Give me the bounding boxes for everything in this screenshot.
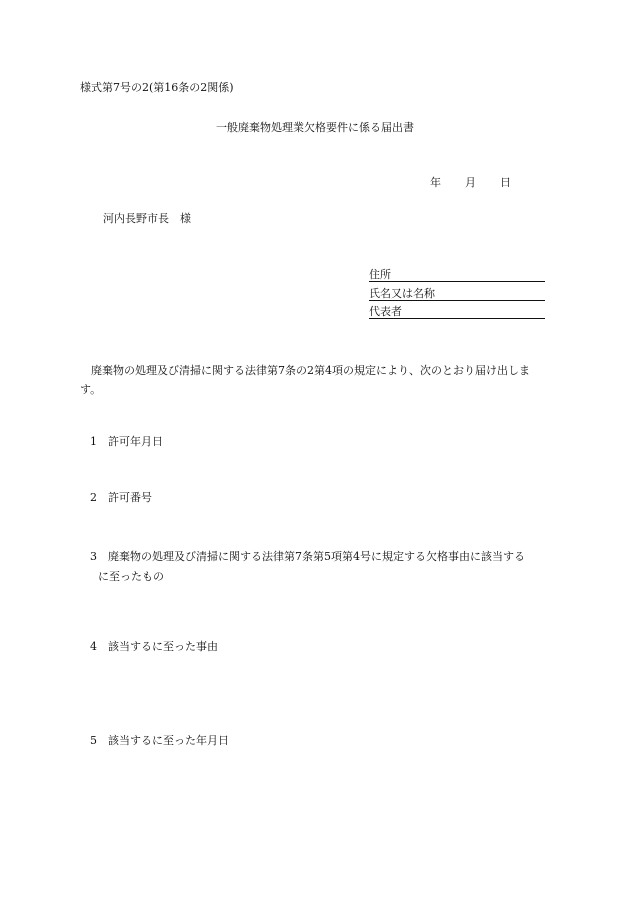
- item-number: 2: [90, 491, 97, 504]
- item-label: 該当するに至った事由: [108, 640, 218, 653]
- form-number: 様式第7号の2(第16条の2関係): [80, 81, 234, 94]
- item-label-line1: 廃棄物の処理及び清掃に関する法律第7条第5項第4号に規定する欠格事由に該当する: [108, 550, 525, 563]
- item-label-line2: に至ったもの: [98, 570, 164, 583]
- applicant-representative-label: 代表者: [369, 305, 402, 318]
- applicant-address-field[interactable]: [369, 269, 545, 282]
- item-date-applicable: [90, 735, 229, 746]
- date-month-label: 月: [465, 176, 476, 189]
- item-number: 4: [90, 640, 97, 653]
- applicant-name-label: 氏名又は名称: [369, 287, 435, 300]
- item-number: 3: [90, 550, 97, 563]
- applicant-address-label: 住所: [369, 268, 391, 281]
- date-year-label: 年: [430, 176, 441, 189]
- item-number: 5: [90, 734, 97, 747]
- item-permit-date: [90, 436, 163, 447]
- item-permit-number: [90, 492, 152, 503]
- addressee: 河内長野市長 様: [103, 212, 191, 225]
- item-label: 許可番号: [108, 491, 152, 504]
- item-number: 1: [90, 435, 97, 448]
- item-disqualified-party: [90, 547, 550, 587]
- item-label: 該当するに至った年月日: [108, 734, 229, 747]
- item-label: 許可年月日: [108, 435, 163, 448]
- date-day-label: 日: [500, 176, 511, 189]
- applicant-name-field[interactable]: [369, 288, 545, 301]
- intro-paragraph: 廃棄物の処理及び清掃に関する法律第7条の2第4項の規定により、次のとおり届け出します。: [80, 364, 530, 396]
- document-title: 一般廃棄物処理業欠格要件に係る届出書: [216, 121, 414, 134]
- applicant-representative-field[interactable]: [369, 306, 545, 319]
- item-reason: [90, 641, 218, 652]
